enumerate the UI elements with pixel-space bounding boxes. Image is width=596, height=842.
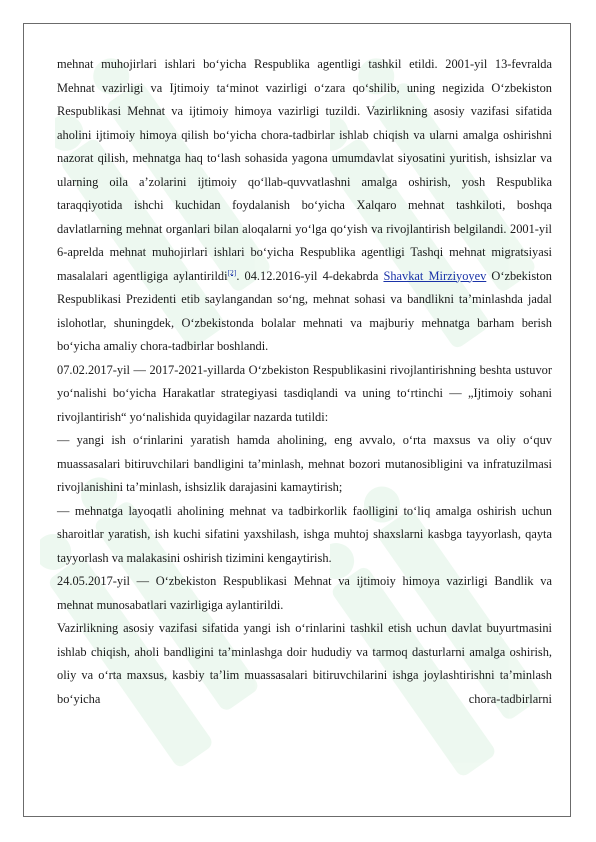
footnote-link[interactable]: [2] [227,267,237,277]
paragraph-text: O‘zbekiston Respublikasi Prezidenti etib saylangandan so‘ng, mehnat sohasi va bandlikni ta’minlashda jadal islohotlar, shuningdek, O‘zbekistonda bolalar mehnati va majburiy mehnatga barham berish bo‘yicha amaliy chora-tadbirlar boshlandi. [57,268,552,353]
list-item: — mehnatga layoqatli aholining mehnat va tadbirkorlik faolligini to‘liq amalga oshirish uchun sharoitlar yaratish, ish kuchi sifatini yaxshilash, ishga muhtoj shaxslarni kasbga tayyorlash, qayta tayyorlash va malakasini oshirish tizimini kengaytirish. [57,503,552,565]
document-body [57,53,552,711]
paragraph-text: . 04.12.2016-yil 4-dekabrda [236,268,384,283]
person-link[interactable]: Shavkat Mirziyoyev [383,268,487,283]
paragraph: Vazirlikning asosiy vazifasi sifatida yangi ish o‘rinlarini tashkil etish uchun davlat buyurtmasini ishlab chiqish, aholi bandligini ta’minlashga doir hududiy va tarmoq dasturlarni amalga oshirish, oliy va o‘rta maxsus, kasbiy ta’lim muassasalari bitiruvchilarini ishga joylashtirishni ta’minlash bo‘yicha chora-tadbirlarni [57,621,552,706]
list-item: — yangi ish o‘rinlarini yaratish hamda aholining, eng avvalo, o‘rta maxsus va oliy o‘quv muassasalari bitiruvchilari bandligini ta’minlash, mehnat bozori mutanosibligini va infratuzilmasi rivojlanishini ta’minlash, ishsizlik darajasini kamaytirish; [57,433,552,494]
paragraph-text: mehnat muhojirlari ishlari bo‘yicha Respublika agentligi tashkil etildi. 2001-yil 13-fevralda Mehnat vazirligi va Ijtimoiy ta‘minot vazirligi o‘zara qo‘shilib, uning negizida O‘zbekiston Respublikasi Mehnat va ijtimoiy himoya vazirligi tuzildi. Vazirlikning asosiy vazifasi sifatida aholini ijtimoiy himoya qilish bo‘yicha chora-tadbirlar ishlab chiqish va ularni amalga oshirishni nazorat qilish, mehnatga haq to‘lash sohasida yagona umumdavlat siyosatini yuritish, ishsizlar va ularning oila a’zolarini ijtimoiy qo‘llab-quvvatlashni amalga oshirish, yosh Respublika taraqqiyotida ishchi kuchidan foydalanish bo‘yicha Xalqaro mehnat tashkiloti, boshqa davlatlarning mehnat organlari bilan aloqalarni yo‘lga qo‘yish va rivojlantirish belgilandi. 2001-yil 6-aprelda mehnat muhojirlari ishlari bo‘yicha Respublika agentligi Tashqi mehnat migratsiyasi masalalari agentligiga aylantirildi [57,57,552,283]
paragraph: 24.05.2017-yil — O‘zbekiston Respublikasi Mehnat va ijtimoiy himoya vazirligi Bandlik va mehnat munosabatlari vazirligiga aylantirildi. [57,574,552,612]
paragraph [57,53,552,359]
paragraph: 07.02.2017-yil — 2017-2021-yillarda O‘zbekiston Respublikasini rivojlantirishning beshta ustuvor yo‘nalishi bo‘yicha Harakatlar strategiyasi tasdiqlandi va uning to‘rtinchi — „Ijtimoiy sohani rivojlantirish“ yo‘nalishida quyidagilar nazarda tutildi: [57,362,552,424]
